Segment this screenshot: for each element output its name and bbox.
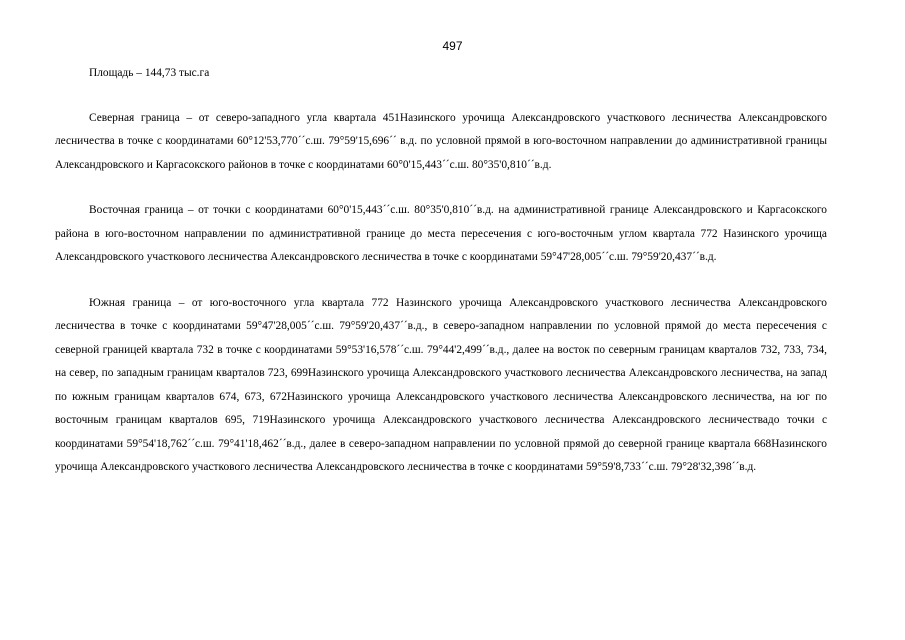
page-number: 497	[442, 39, 463, 53]
area-paragraph: Площадь – 144,73 тыс.га	[89, 67, 210, 79]
east-boundary-paragraph: Восточная граница – от точки с координатами 60°0'15,443´´с.ш. 80°35'0,810´´в.д. на административной границе Александровского и Каргасокского района в юго-восточном направлении по административной границе до места пересечения с юго-восточным углом квартала 772 Назинского урочища Александровского участкового лесничества Александровского лесничества в точке с координатами 59°47'28,005´´с.ш. 79°59'20,437´´в.д.	[55, 204, 827, 263]
north-boundary-paragraph: Северная граница – от северо-западного угла квартала 451Назинского урочища Александровского участкового лесничества Александровского лесничества в точке с координатами 60°12'53,770´´с.ш. 79°59'15,696´´ в.д. по условной прямой в юго-восточном направлении до административной границы Александровского и Каргасокского районов в точке с координатами 60°0'15,443´´с.ш. 80°35'0,810´´в.д.	[55, 111, 827, 171]
document-body	[55, 62, 827, 480]
south-boundary-paragraph: Южная граница – от юго-восточного угла квартала 772 Назинского урочища Александровского участкового лесничества Александровского лесничества в точке с координатами 59°47'28,005´´с.ш. 79°59'20,437´´в.д., в северо-западном направлении по условной прямой до места пересечения с северной границей квартала 732 в точке с координатами 59°53'16,578´´с.ш. 79°44'2,499´´в.д., далее на восток по северным границам кварталов 732, 733, 734, на север, по западным границам кварталов 723, 699Назинского урочища Александровского участкового лесничества Александровского лесничества, на запад по южным границам кварталов 674, 673, 672Назинского урочища Александровского участкового лесничества Александровского лесничества, на юг по восточным границам кварталов 695, 719Назинского урочища Александровского участкового лесничества Александровского лесничествадо точки с координатами 59°54'18,762´´с.ш. 79°41'18,462´´в.д., далее в северо-западном направлении по условной прямой до северной границе квартала 668Назинского урочища Александровского участкового лесничества Александровского лесничества в точке с координатами 59°59'8,733´´с.ш. 79°28'32,398´´в.д.	[55, 296, 827, 473]
